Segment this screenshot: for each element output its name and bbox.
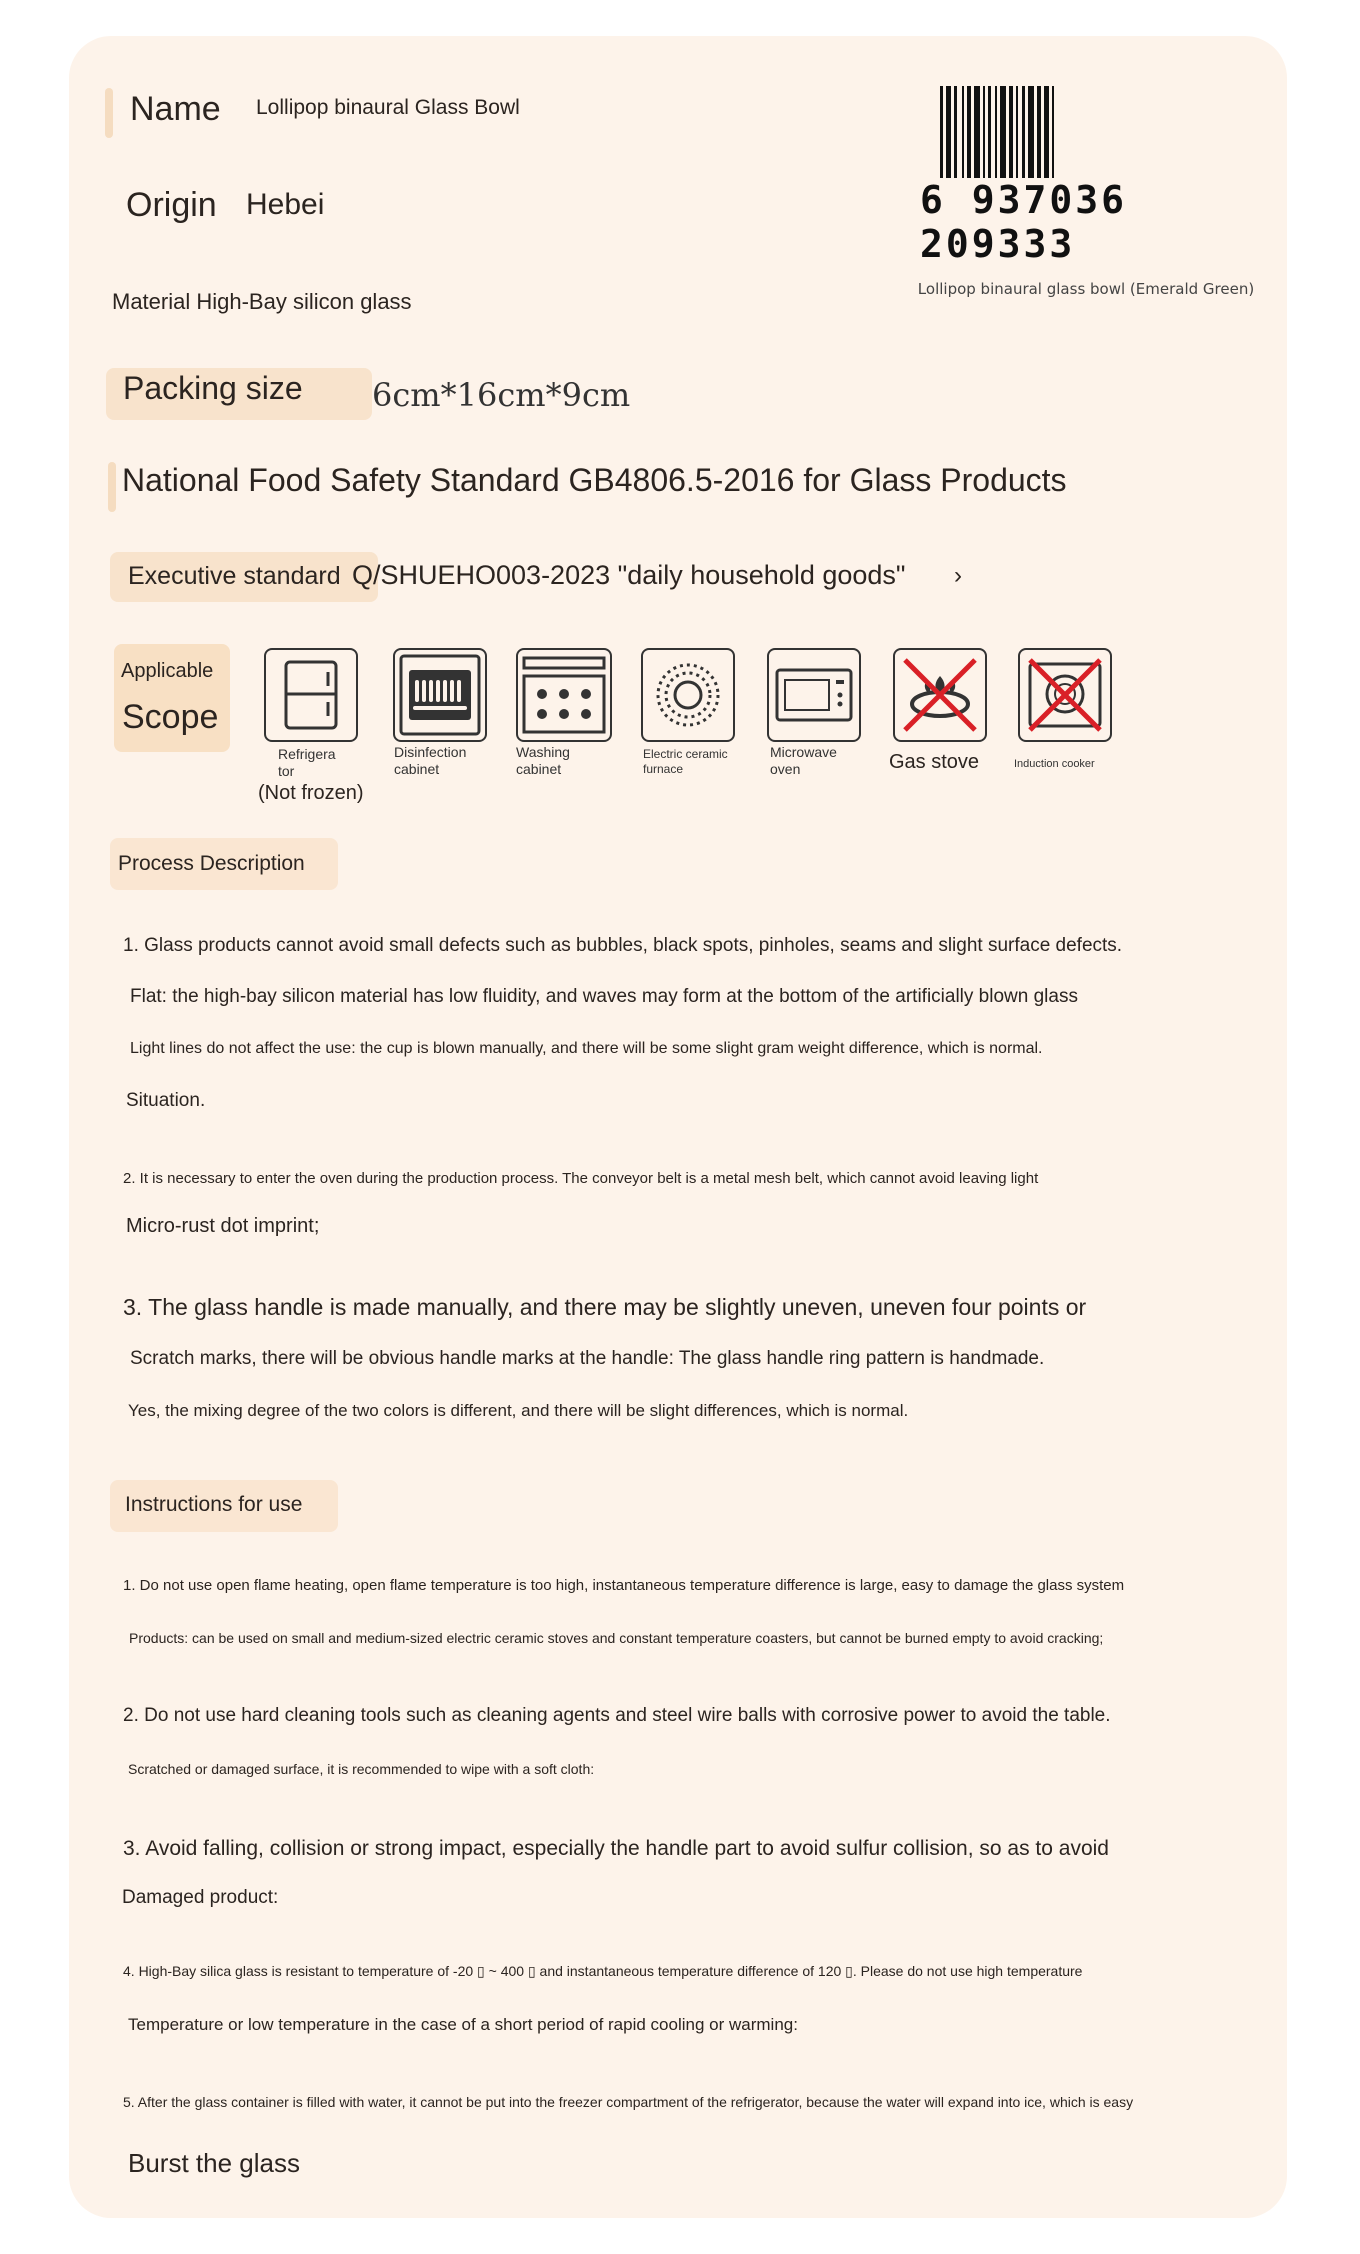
process-line-5: 2. It is necessary to enter the oven during the production process. The conveyor belt is a metal mesh belt, which cannot avoid leaving light [123,1170,1039,1187]
disinfection-cabinet-icon [393,648,487,742]
process-line-1: 1. Glass products cannot avoid small defects such as bubbles, black spots, pinholes, seams and slight surface defects. [123,935,1123,956]
ceramic-furnace-label: Electric ceramic [643,747,728,761]
barcode-stripe [1022,86,1025,192]
material-line: Material High-Bay silicon glass [112,289,412,314]
process-line-4: Situation. [126,1090,206,1111]
barcode-stripe [967,86,971,192]
barcode-caption: Lollipop binaural glass bowl (Emerald Green) [917,280,1255,298]
washing-label: Washing [516,744,570,760]
chevron-right-icon: › [954,562,962,589]
barcode-stripe [954,86,957,192]
refrigerator-icon [264,648,358,742]
barcode-stripe [1016,86,1018,192]
instructions-heading: Instructions for use [125,1493,303,1516]
standard-accent-bar [108,462,116,512]
barcode-stripe [962,86,964,192]
instruction-line-9: 5. After the glass container is filled with water, it cannot be put into the freezer compartment of the refrigerator, because the water will expand into ice, which is easy [123,2094,1134,2110]
instruction-line-2: Products: can be used on small and medium-sized electric ceramic stoves and constant temperature coasters, but cannot be burned empty to avoid cracking; [129,1630,1104,1646]
origin-value: Hebei [246,188,325,221]
barcode-stripe [1052,86,1054,192]
executive-standard-label: Executive standard [128,562,341,590]
microwave-label-2: oven [770,761,801,777]
origin-label: Origin [126,186,217,224]
induction-cooker-icon [1018,648,1112,742]
barcode [917,86,1258,298]
national-standard: National Food Safety Standard GB4806.5-2016 for Glass Products [122,462,1067,498]
instruction-line-8: Temperature or low temperature in the case of a short period of rapid cooling or warming: [128,2015,798,2034]
microwave-label: Microwave [770,744,837,760]
barcode-bars [940,86,1258,192]
instruction-line-6: Damaged product: [122,1887,279,1908]
induction-cooker-label: Induction cooker [1014,758,1095,770]
gas-stove-icon [893,648,987,742]
instruction-line-5: 3. Avoid falling, collision or strong impact, especially the handle part to avoid sulfur collision, so as to avoid [123,1837,1109,1860]
barcode-stripe [946,86,951,192]
barcode-stripe [988,86,991,192]
refrigerator-label: Refrigera [278,746,336,762]
process-line-6: Micro-rust dot imprint; [126,1215,320,1237]
barcode-stripe [1000,86,1006,192]
name-value: Lollipop binaural Glass Bowl [256,96,520,119]
washing-label-2: cabinet [516,761,562,777]
instruction-line-3: 2. Do not use hard cleaning tools such as cleaning agents and steel wire balls with corrosive power to avoid the table. [123,1705,1111,1726]
applicable-label: Applicable [121,660,214,682]
name-label: Name [130,90,221,128]
packing-size-label: Packing size [123,370,303,406]
instruction-line-4: Scratched or damaged surface, it is recommended to wipe with a soft cloth: [128,1761,595,1777]
process-line-3: Light lines do not affect the use: the cup is blown manually, and there will be some slight gram weight difference, which is normal. [130,1040,1043,1057]
instruction-line-7: 4. High-Bay silica glass is resistant to temperature of -20 ▯ ~ 400 ▯ and instantaneous temperature difference of 120 ▯. Please do not use high temperature [123,1963,1083,1979]
disinfection-label-2: cabinet [394,761,440,777]
barcode-digits: 6 937036 209333 [918,178,1258,266]
barcode-stripe [983,86,985,192]
barcode-stripe [1037,86,1041,192]
process-line-9: Yes, the mixing degree of the two colors is different, and there will be slight differences, which is normal. [128,1401,909,1420]
instruction-line-1: 1. Do not use open flame heating, open flame temperature is too high, instantaneous temperature difference is large, easy to damage the glass system [123,1577,1125,1594]
process-line-8: Scratch marks, there will be obvious handle marks at the handle: The glass handle ring pattern is handmade. [130,1348,1045,1369]
disinfection-label: Disinfection [394,744,467,760]
ceramic-furnace-label-2: furnace [643,762,684,776]
refrigerator-label-2: tor [278,763,295,779]
barcode-stripe [1009,86,1013,192]
barcode-stripe [1044,86,1049,192]
instruction-line-10: Burst the glass [128,2148,300,2178]
microwave-oven-icon [767,648,861,742]
not-frozen-note: (Not frozen) [258,782,364,804]
process-line-2: Flat: the high-bay silicon material has low fluidity, and waves may form at the bottom of the artificially blown glass [130,986,1078,1007]
barcode-stripe [1028,86,1034,192]
name-accent-bar [105,88,113,138]
process-line-7: 3. The glass handle is made manually, and there may be slightly uneven, uneven four points or [123,1294,1087,1320]
barcode-stripe [940,86,943,192]
gas-stove-label: Gas stove [889,751,980,773]
barcode-stripe [974,86,980,192]
executive-standard-value: Q/SHUEHO003-2023 "daily household goods" [352,560,906,590]
scope-label: Scope [122,698,219,736]
washing-cabinet-icon [516,648,612,742]
barcode-stripe [995,86,997,192]
electric-ceramic-furnace-icon [641,648,735,742]
process-heading: Process Description [118,852,305,875]
packing-size-value: 6cm*16cm*9cm [372,376,631,414]
